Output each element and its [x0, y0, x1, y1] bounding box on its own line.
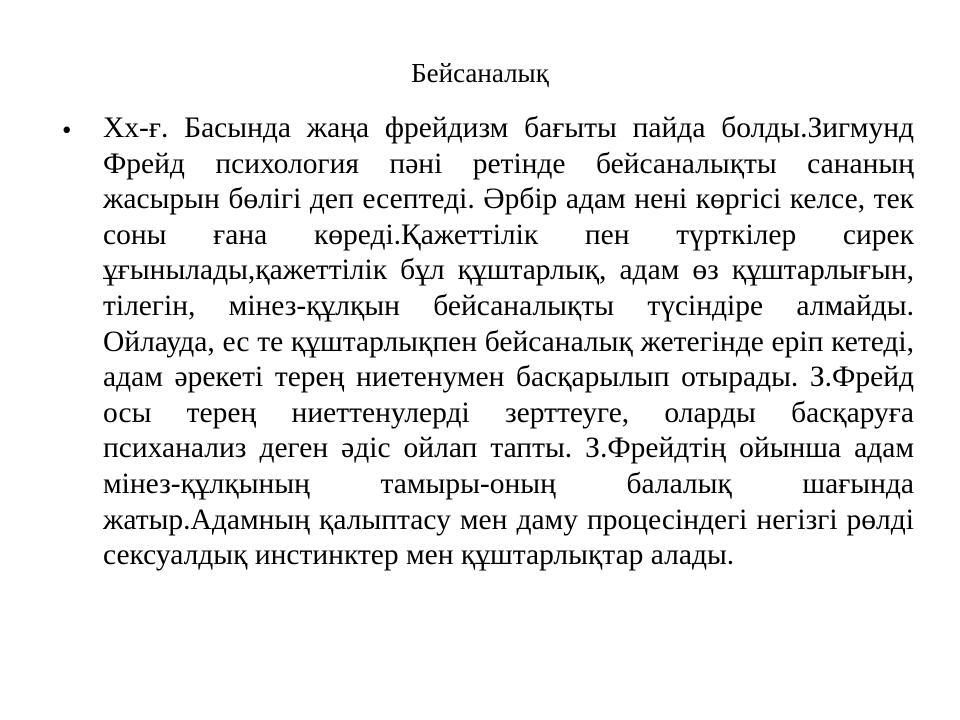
slide-content	[62, 111, 914, 574]
bullet-text: Хх-ғ. Басында жаңа фрейдизм бағыты пайда болды.Зигмунд Фрейд психология пәні ретінде бейсаналықты сананың жасырын бөлігі деп есептеді. Әрбір адам нені көргісі келсе, тек соны ғана көреді.Қажеттілік пен түрткілер сирек ұғынылады,қажеттілік бұл құштарлық, адам өз құштарлығын, тілегін, мінез-құлқын бейсаналықты түсіндіре алмайды. Ойлауда, ес те құштарлықпен бейсаналық жетегінде еріп кетеді, адам әрекеті терең ниетенумен басқарылып отырады. З.Фрейд осы терең ниеттенулерді зерттеуге, оларды басқаруға психанализ деген әдіс ойлап тапты. З.Фрейдтің ойынша адам мінез-құлқының тамыры-оның балалық шағында жатыр.Адамның қалыптасу мен даму процесіндегі негізгі рөлді сексуалдық инстинктер мен құштарлықтар алады.	[103, 112, 914, 572]
slide-title: Бейсаналық	[411, 58, 549, 88]
bullet-icon: •	[62, 115, 72, 145]
bullet-item	[62, 111, 914, 574]
